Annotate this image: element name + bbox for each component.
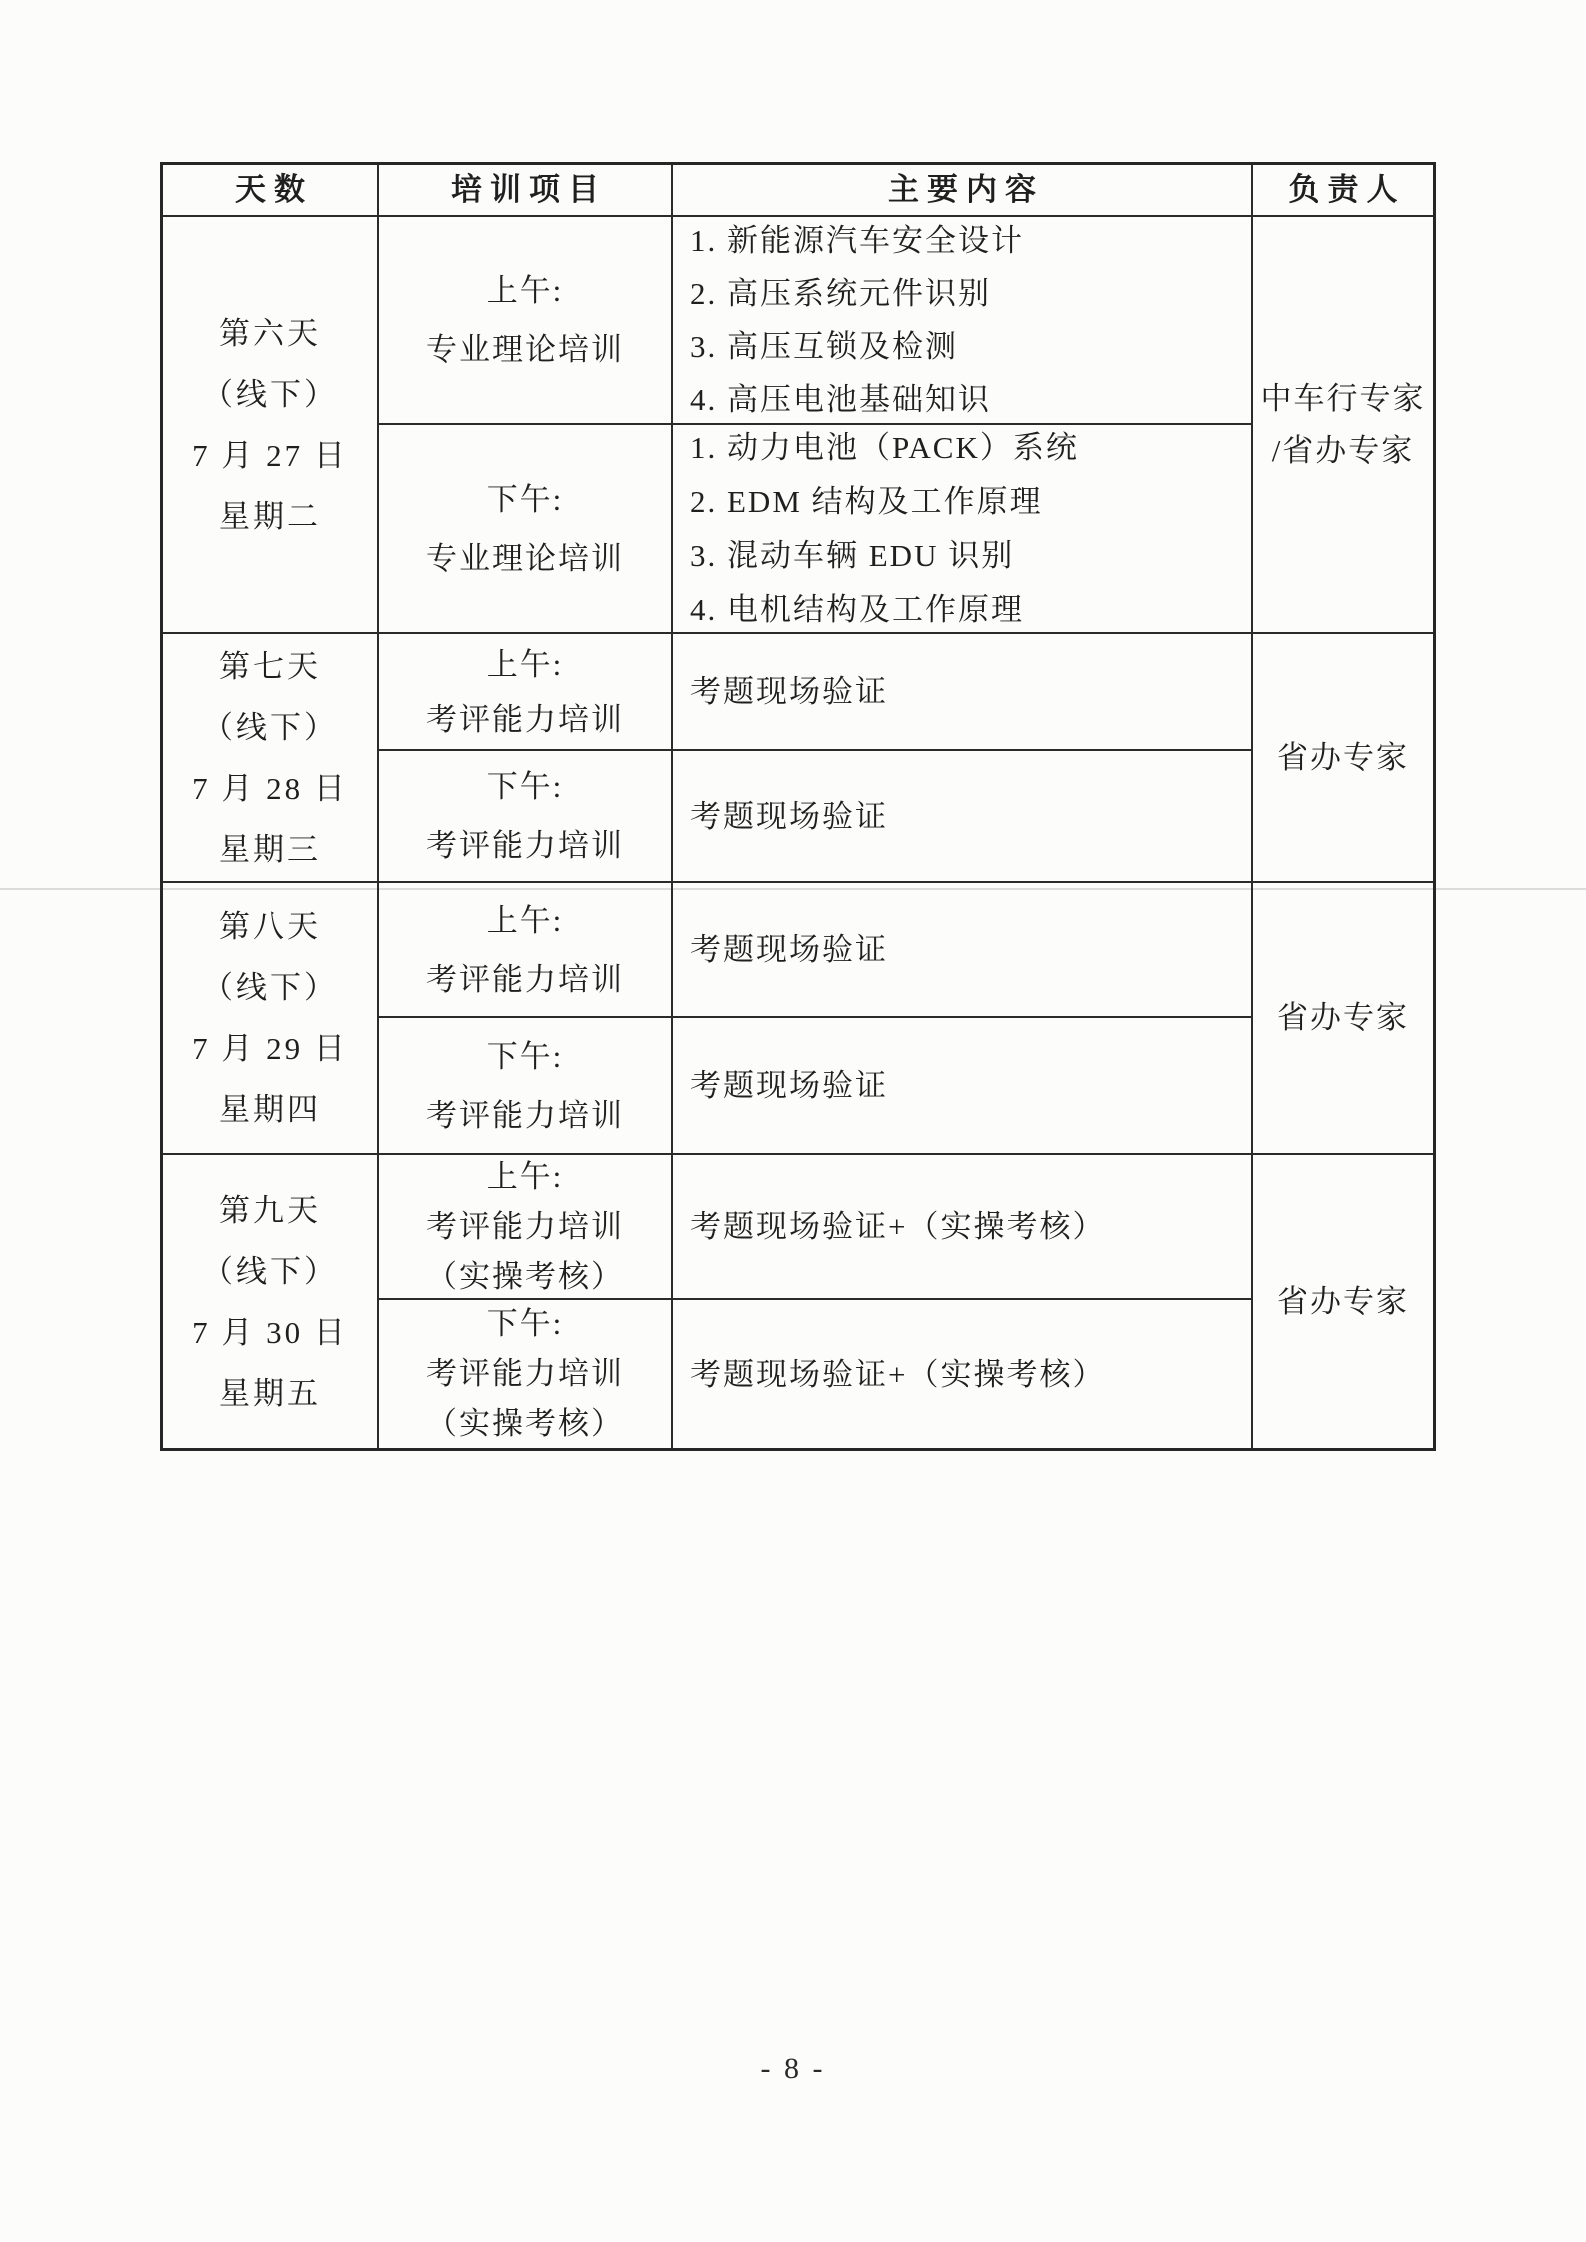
content-item: 考题现场验证 — [690, 1068, 888, 1103]
content-item: 1. 新能源汽车安全设计 — [690, 223, 1024, 258]
content-cell — [673, 1300, 1253, 1448]
lead-line: 省办专家 — [1277, 1283, 1409, 1319]
project-line: 下午: — [486, 481, 564, 517]
day-line: （线下） — [202, 970, 338, 1005]
project-line: （实操考核） — [426, 1258, 624, 1294]
content-item: 1. 动力电池（PACK）系统 — [690, 429, 1079, 465]
day-cell — [163, 883, 379, 1155]
lead-line: 中车行专家 — [1260, 380, 1426, 416]
day-cell — [163, 634, 379, 883]
page-number: - 8 - — [760, 2052, 826, 2085]
day-line: 7 月 28 日 — [192, 770, 348, 806]
day-line: 第八天 — [219, 909, 321, 944]
day-line: 星期四 — [219, 1092, 321, 1127]
project-line: 下午: — [486, 1306, 564, 1341]
project-line: 上午: — [486, 902, 564, 938]
content-item: 4. 高压电池基础知识 — [690, 382, 991, 417]
header-cell-days: 天数 — [163, 165, 379, 217]
day-line: 7 月 27 日 — [192, 437, 348, 473]
content-cell — [673, 751, 1253, 883]
project-line: 考评能力培训 — [426, 828, 624, 863]
day-line: 星期二 — [219, 498, 321, 534]
content-item: 2. 高压系统元件识别 — [690, 276, 991, 311]
project-cell — [379, 634, 673, 751]
project-line: 考评能力培训 — [426, 1208, 624, 1244]
day-line: 7 月 29 日 — [192, 1031, 348, 1066]
day-line: （线下） — [202, 1253, 338, 1289]
project-line: 考评能力培训 — [426, 1097, 624, 1133]
content-item: 考题现场验证 — [690, 674, 888, 709]
content-item: 2. EDM 结构及工作原理 — [690, 483, 1043, 519]
content-item: 3. 混动车辆 EDU 识别 — [690, 537, 1015, 573]
project-line: （实操考核） — [426, 1406, 624, 1441]
project-cell — [379, 1155, 673, 1300]
header-cell-main-content: 主要内容 — [673, 165, 1253, 217]
day-cell — [163, 1155, 379, 1448]
day-line: 7 月 30 日 — [192, 1314, 348, 1350]
project-line: 下午: — [486, 1038, 564, 1074]
content-item: 4. 电机结构及工作原理 — [690, 591, 1024, 627]
content-cell — [673, 217, 1253, 425]
lead-cell — [1253, 634, 1433, 883]
day-line: （线下） — [202, 376, 338, 412]
content-item: 考题现场验证+（实操考核） — [690, 1209, 1106, 1244]
content-cell — [673, 1018, 1253, 1155]
project-cell — [379, 425, 673, 634]
project-line: 考评能力培训 — [426, 701, 624, 737]
content-item: 考题现场验证 — [690, 932, 888, 967]
header-cell-project: 培训项目 — [379, 165, 673, 217]
content-cell — [673, 425, 1253, 634]
training-schedule-table — [160, 162, 1436, 1451]
project-cell — [379, 751, 673, 883]
content-cell — [673, 634, 1253, 751]
content-cell — [673, 1155, 1253, 1300]
day-cell — [163, 217, 379, 634]
lead-line: 省办专家 — [1277, 1000, 1409, 1035]
project-line: 下午: — [486, 769, 564, 804]
project-line: 上午: — [486, 646, 564, 682]
content-item: 考题现场验证+（实操考核） — [690, 1356, 1106, 1392]
lead-cell — [1253, 1155, 1433, 1448]
content-item: 3. 高压互锁及检测 — [690, 329, 958, 364]
day-line: 星期五 — [219, 1375, 321, 1411]
content-item: 考题现场验证 — [690, 798, 888, 834]
header-cell-lead: 负责人 — [1253, 165, 1433, 217]
day-line: （线下） — [202, 709, 338, 745]
lead-cell — [1253, 883, 1433, 1155]
project-line: 上午: — [486, 1158, 564, 1194]
project-line: 上午: — [486, 273, 564, 308]
project-cell — [379, 217, 673, 425]
project-line: 考评能力培训 — [426, 1356, 624, 1391]
project-cell — [379, 883, 673, 1018]
project-line: 专业理论培训 — [426, 540, 624, 576]
project-cell — [379, 1018, 673, 1155]
day-line: 第七天 — [219, 648, 321, 684]
lead-line: 省办专家 — [1277, 739, 1409, 775]
lead-line: /省办专家 — [1271, 432, 1415, 468]
day-line: 第六天 — [219, 315, 321, 351]
project-line: 专业理论培训 — [426, 332, 624, 367]
day-line: 第九天 — [219, 1192, 321, 1228]
project-cell — [379, 1300, 673, 1448]
content-cell — [673, 883, 1253, 1018]
project-line: 考评能力培训 — [426, 961, 624, 997]
day-line: 星期三 — [219, 831, 321, 867]
lead-cell — [1253, 217, 1433, 634]
